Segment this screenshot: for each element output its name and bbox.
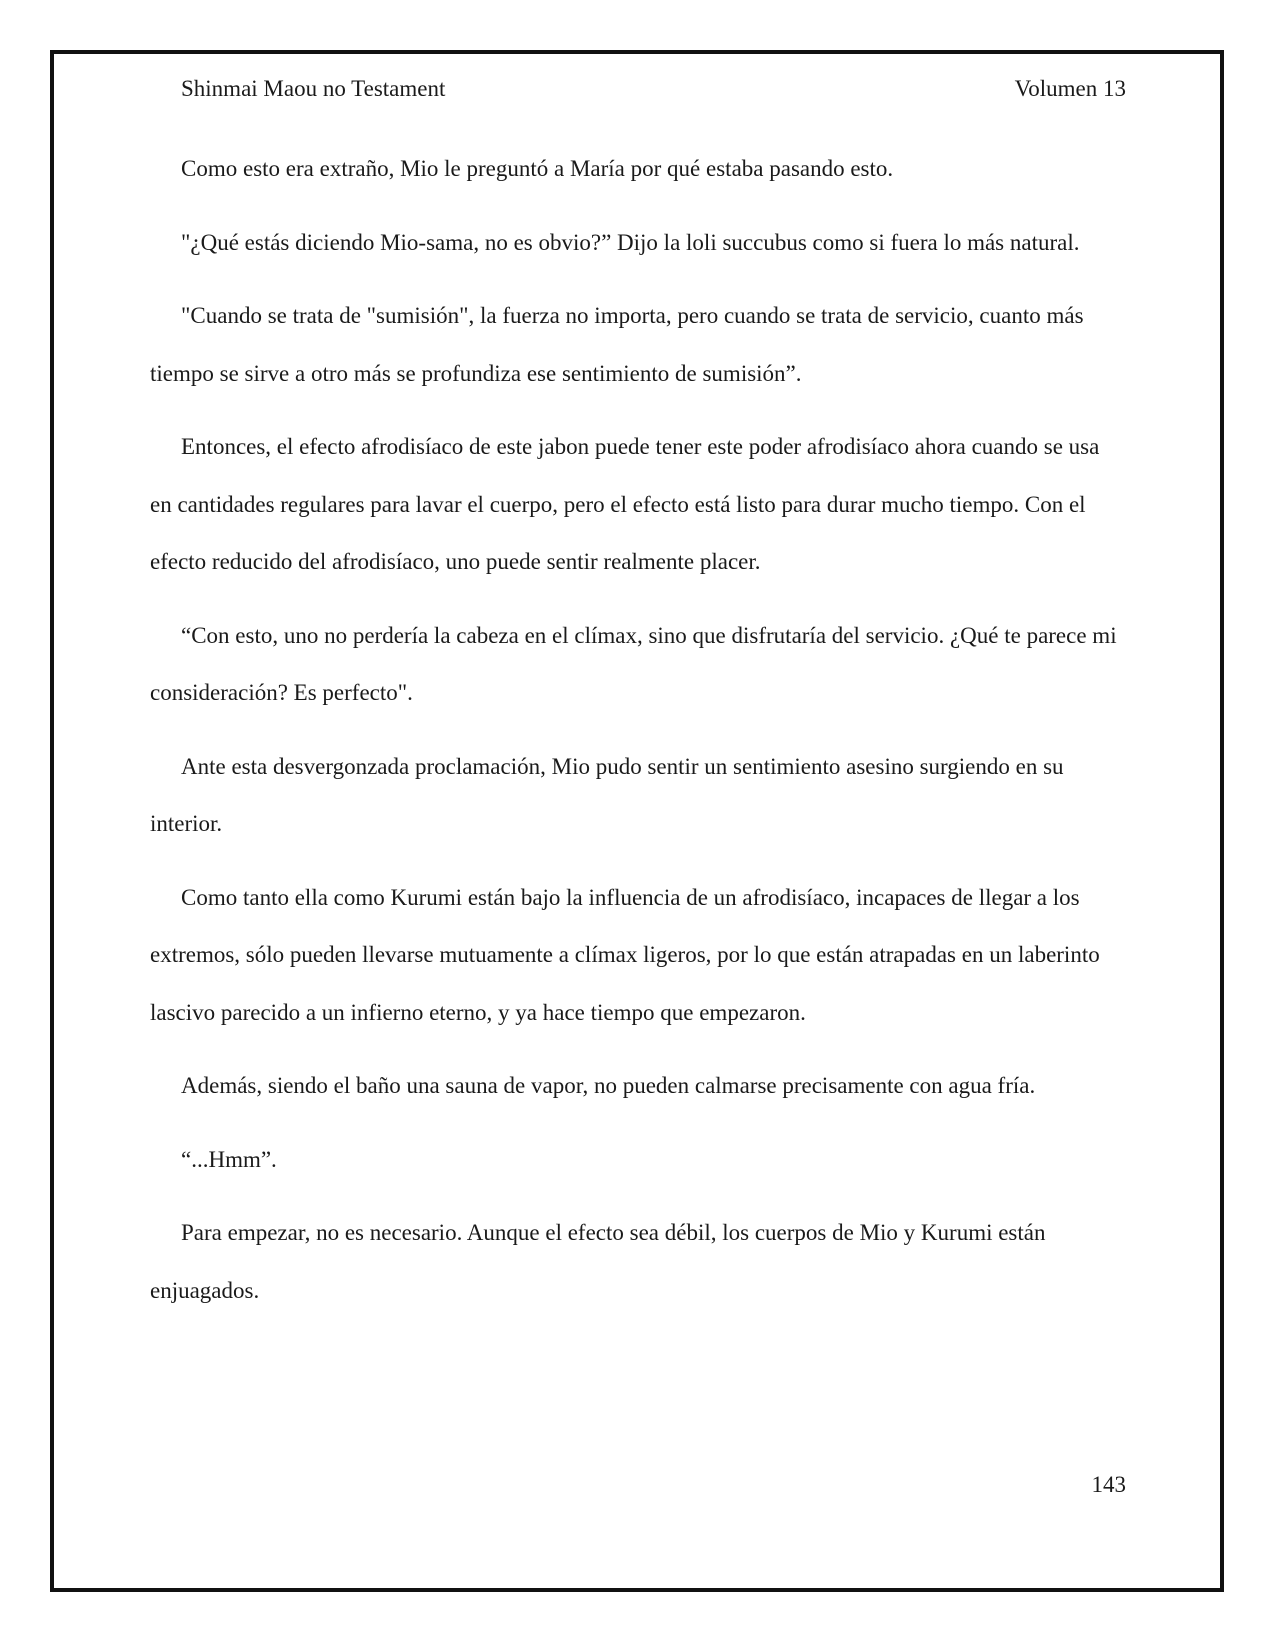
paragraph: Ante esta desvergonzada proclamación, Mio pudo sentir un sentimiento asesino surgiendo en su interior. bbox=[150, 753, 1064, 836]
paragraph: Para empezar, no es necesario. Aunque el efecto sea débil, los cuerpos de Mio y Kurumi están enjuagados. bbox=[150, 1220, 1046, 1303]
paragraph: “Con esto, uno no perdería la cabeza en el clímax, sino que disfrutaría del servicio. ¿Qué te parece mi consideración? Es perfecto". bbox=[150, 622, 1117, 705]
page-number: 143 bbox=[1091, 1472, 1126, 1497]
paragraph: Como tanto ella como Kurumi están bajo la influencia de un afrodisíaco, incapaces de llegar a los extremos, sólo pueden llevarse mutuamente a clímax ligeros, por lo que están atrapadas en un laberinto lascivo parecido a un infierno eterno, y ya hace tiempo que empezaron. bbox=[150, 884, 1100, 1025]
paragraph: "¿Qué estás diciendo Mio-sama, no es obvio?” Dijo la loli succubus como si fuera lo más natural. bbox=[181, 229, 1080, 255]
paragraph: “...Hmm”. bbox=[181, 1146, 277, 1172]
paragraph: Entonces, el efecto afrodisíaco de este jabon puede tener este poder afrodisíaco ahora cuando se usa en cantidades regulares para lavar el cuerpo, pero el efecto está listo para durar mucho tiempo. Con el efecto reducido del afrodisíaco, uno puede sentir realmente placer. bbox=[150, 434, 1100, 574]
running-header bbox=[181, 72, 1126, 106]
paragraph: "Cuando se trata de "sumisión", la fuerza no importa, pero cuando se trata de servicio, cuanto más tiempo se sirve a otro más se profundiza ese sentimiento de sumisión”. bbox=[150, 303, 1084, 386]
paragraph: Como esto era extraño, Mio le preguntó a María por qué estaba pasando esto. bbox=[181, 156, 894, 181]
body-text bbox=[150, 140, 1126, 1335]
volume-label: Volumen 13 bbox=[1014, 76, 1126, 101]
book-title: Shinmai Maou no Testament bbox=[181, 76, 446, 101]
paragraph: Además, siendo el baño una sauna de vapor, no pueden calmarse precisamente con agua fría. bbox=[181, 1073, 1036, 1098]
